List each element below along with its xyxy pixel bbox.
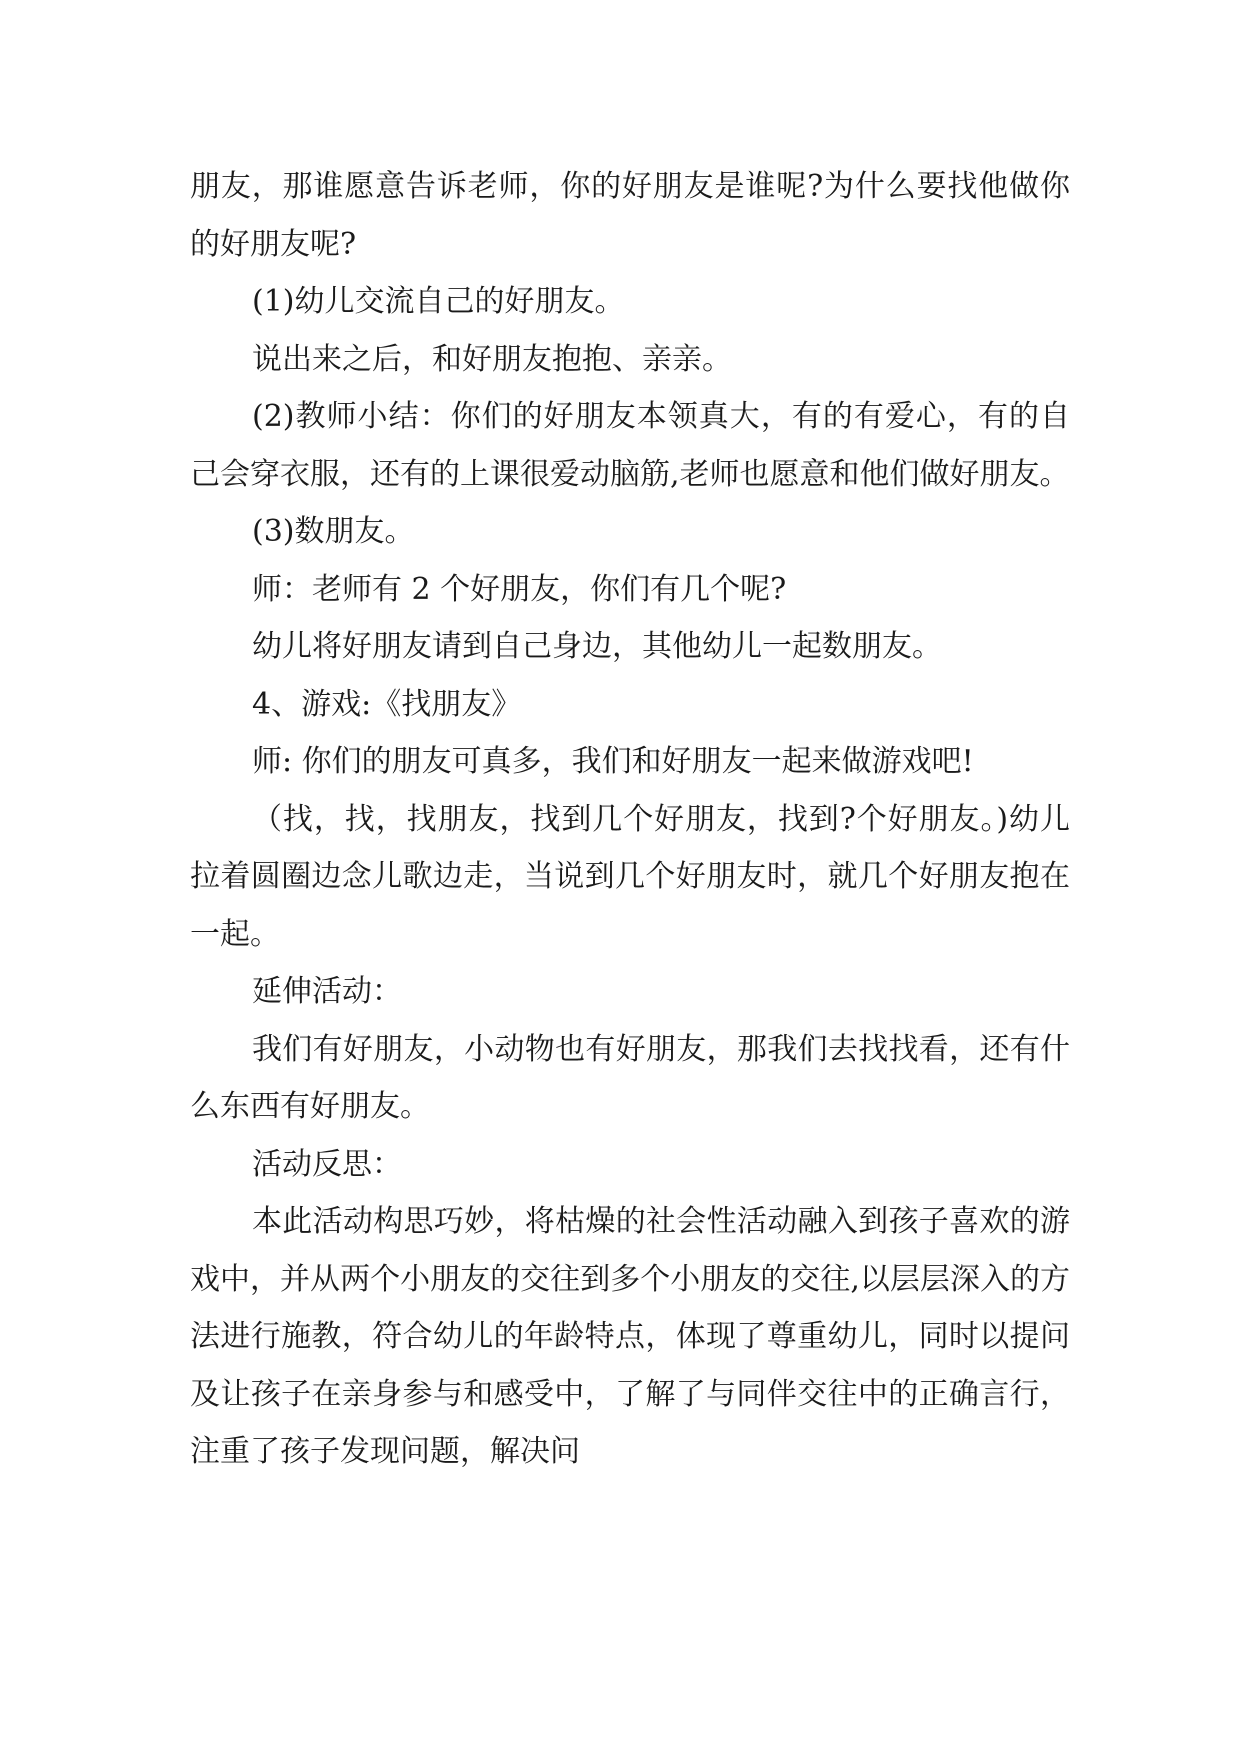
paragraph-3: 说出来之后，和好朋友抱抱、亲亲。 — [252, 341, 732, 377]
paragraph-12: 我们有好朋友，小动物也有好朋友，那我们去找找看，还有什么东西有好朋友。 — [190, 1031, 1070, 1124]
paragraph-8: 4、游戏:《找朋友》 — [252, 686, 522, 722]
body-text — [190, 158, 1070, 1481]
paragraph-2: (1)幼儿交流自己的好朋友。 — [252, 284, 625, 319]
paragraph-13: 活动反思： — [252, 1146, 402, 1182]
paragraph-4: (2)教师小结：你们的好朋友本领真大，有的有爱心，有的自己会穿衣服，还有的上课很爱动脑筋,老师也愿意和他们做好朋友。 — [190, 399, 1070, 492]
paragraph-14: 本此活动构思巧妙，将枯燥的社会性活动融入到孩子喜欢的游戏中，并从两个小朋友的交往到多个小朋友的交往,以层层深入的方法进行施教，符合幼儿的年龄特点，体现了尊重幼儿，同时以提问及让孩子在亲身参与和感受中，了解了与同伴交往中的正确言行，注重了孩子发现问题，解决问 — [190, 1204, 1070, 1469]
paragraph-9: 师: 你们的朋友可真多，我们和好朋友一起来做游戏吧! — [252, 744, 974, 779]
paragraph-10: （找，找，找朋友，找到几个好朋友，找到?个好朋友。)幼儿拉着圆圈边念儿歌边走，当说到几个好朋友时，就几个好朋友抱在一起。 — [190, 801, 1070, 952]
paragraph-7: 幼儿将好朋友请到自己身边，其他幼儿一起数朋友。 — [252, 629, 942, 664]
paragraph-1: 朋友，那谁愿意告诉老师，你的好朋友是谁呢?为什么要找他做你的好朋友呢? — [190, 169, 1070, 262]
paragraph-11: 延伸活动： — [252, 974, 402, 1009]
paragraph-5: (3)数朋友。 — [252, 514, 415, 549]
paragraph-6: 师：老师有 2 个好朋友，你们有几个呢? — [252, 571, 787, 607]
